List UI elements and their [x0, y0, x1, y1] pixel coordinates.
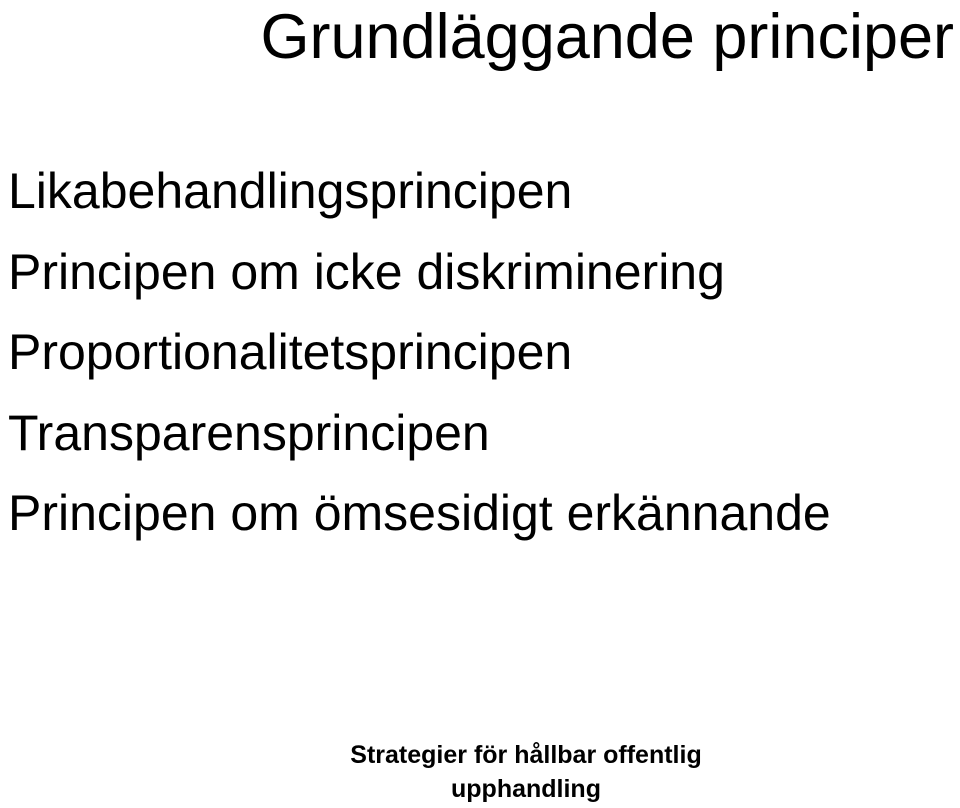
principle-item-omsesidigt-erkannande: Principen om ömsesidigt erkännande	[8, 485, 831, 542]
principle-item-likabehandling: Likabehandlingsprincipen	[8, 163, 573, 219]
slide-title: Grundläggande principer	[260, 2, 954, 72]
principle-item-proportionalitet: Proportionalitetsprincipen	[8, 324, 573, 381]
principle-list	[8, 151, 831, 554]
principle-item-transparens: Transparensprincipen	[8, 404, 490, 461]
slide-footer	[266, 738, 786, 806]
principle-item-icke-diskriminering: Principen om icke diskriminering	[8, 243, 725, 300]
footer-line-2: upphandling	[451, 775, 601, 803]
footer-line-1: Strategier för hållbar offentlig	[350, 741, 702, 769]
